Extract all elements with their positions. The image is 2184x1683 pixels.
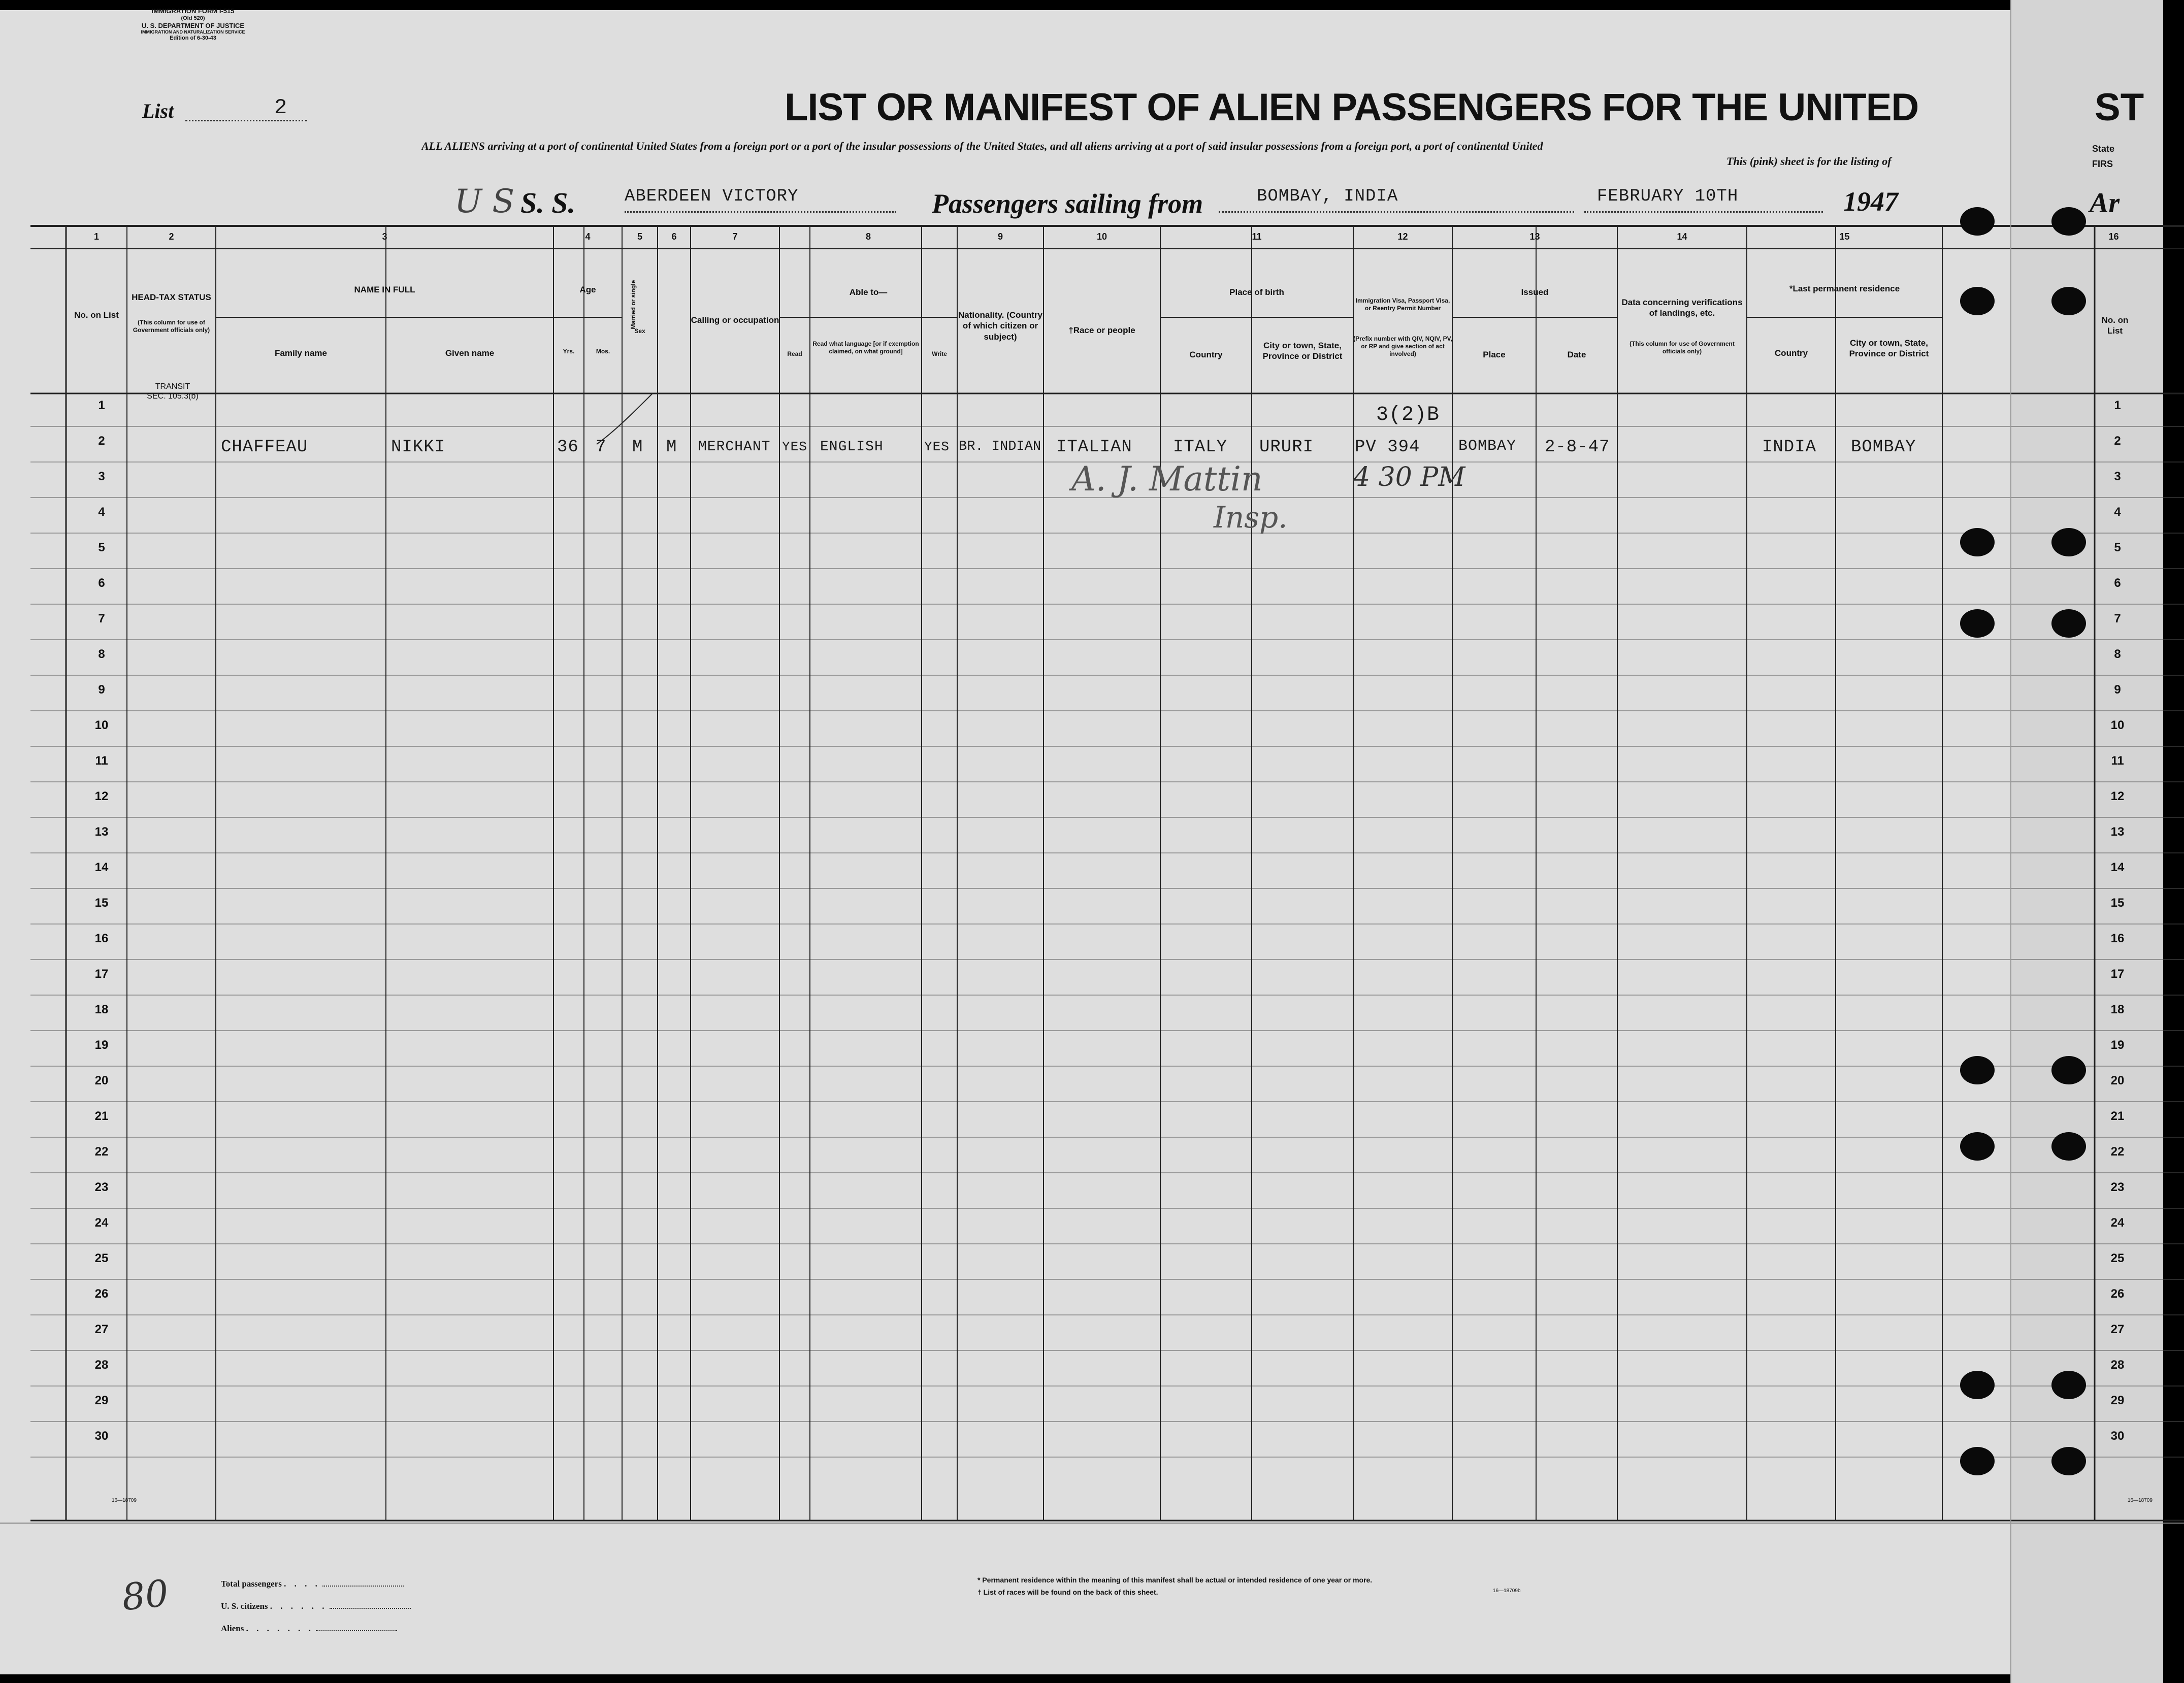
header-sex: Sex xyxy=(634,327,645,335)
header-head-tax-note: (This column for use of Government officials only) xyxy=(133,319,210,334)
header-place-of-birth: Place of birth xyxy=(1229,287,1284,297)
row-number-right: 30 xyxy=(2110,1429,2125,1443)
header-no-on-list-right: No. on List xyxy=(2101,315,2129,336)
column-number-9: 9 xyxy=(997,232,1003,242)
head-tax-section: SEC. 105.3(b) xyxy=(147,392,199,401)
row-number-left: 3 xyxy=(98,470,105,483)
issued-place: BOMBAY xyxy=(1458,438,1517,455)
row-number-left: 10 xyxy=(94,718,109,732)
row-number-left: 12 xyxy=(94,789,109,803)
row-number-right: 29 xyxy=(2110,1394,2125,1407)
header-name-in-full: NAME IN FULL xyxy=(354,285,415,294)
row-number-right: 17 xyxy=(2110,967,2125,981)
head-tax-status xyxy=(127,382,218,401)
sailing-year: 1947 xyxy=(1843,186,1898,217)
row-number-left: 24 xyxy=(94,1216,109,1230)
row-number-left: 27 xyxy=(94,1323,109,1336)
form-number: FORM I-515 xyxy=(198,7,235,15)
header-family-name: Family name xyxy=(275,348,327,358)
occupation: MERCHANT xyxy=(698,439,771,455)
row-number-left: 4 xyxy=(98,505,105,519)
column-number-2: 2 xyxy=(169,232,174,242)
row-number-left: 23 xyxy=(94,1180,109,1194)
row-number-right: 1 xyxy=(2114,399,2121,412)
residence-country: INDIA xyxy=(1762,438,1817,457)
punch-hole xyxy=(1960,287,1995,315)
header-write: Write xyxy=(932,350,947,357)
punch-hole xyxy=(1960,1056,1995,1084)
race: ITALIAN xyxy=(1056,438,1132,457)
column-number-11: 11 xyxy=(1252,232,1262,242)
header-residence-city: City or town, State, Province or District xyxy=(1849,338,1929,359)
column-number-3: 3 xyxy=(382,232,387,242)
can-write: YES xyxy=(924,439,950,454)
instruction-line-1: ALL ALIENS arriving at a port of continental United States from a foreign port or a port of the insular possessions of the United States, and all aliens arriving at a port of said insular possessions from a foreign port, a port of continental United xyxy=(421,140,1543,152)
footnotes xyxy=(977,1574,1372,1598)
header-age-months: Mos. xyxy=(596,348,610,355)
age-years: 36 xyxy=(557,438,579,457)
row-number-right: 19 xyxy=(2110,1038,2125,1052)
row-number-right: 28 xyxy=(2110,1358,2125,1372)
header-visa-note: (Prefix number with QIV, NQIV, PV, or RP and give section of act involved) xyxy=(1353,335,1452,357)
row-number-left: 20 xyxy=(94,1074,109,1087)
nationality: BR. INDIAN xyxy=(959,439,1041,454)
header-able-to: Able to— xyxy=(849,287,888,297)
row-number-left: 13 xyxy=(94,825,109,839)
row-number-right: 16 xyxy=(2110,932,2125,945)
header-head-tax: HEAD-TAX STATUS xyxy=(132,292,211,302)
row-number-right: 6 xyxy=(2114,576,2121,590)
visa-section: 3(2)B xyxy=(1376,404,1440,426)
us-citizens-label: U. S. citizens xyxy=(221,1601,268,1611)
given-name: NIKKI xyxy=(391,438,446,457)
header-no-on-list: No. on List xyxy=(74,310,119,320)
birth-country: ITALY xyxy=(1173,438,1228,457)
total-passengers-row: Total passengers . . . . xyxy=(221,1573,411,1595)
column-number-10: 10 xyxy=(1096,232,1107,242)
header-issued: Issued xyxy=(1521,287,1549,297)
row-number-right: 11 xyxy=(2111,754,2124,768)
header-visa: Immigration Visa, Passport Visa, or Reentry Permit Number xyxy=(1355,297,1450,312)
aliens-field xyxy=(316,1630,397,1631)
row-number-right: 4 xyxy=(2114,505,2121,519)
row-number-left: 15 xyxy=(94,896,109,910)
service: IMMIGRATION AND NATURALIZATION SERVICE xyxy=(141,29,245,35)
header-residence-country: Country xyxy=(1774,348,1808,358)
row-number-left: 2 xyxy=(98,434,105,448)
row-number-left: 1 xyxy=(98,399,105,412)
footnote-races: † List of races will be found on the back of this sheet. xyxy=(977,1588,1158,1596)
row-number-right: 27 xyxy=(2110,1323,2125,1336)
punch-hole xyxy=(2051,207,2086,236)
print-code-right: 16—18709 xyxy=(2128,1498,2153,1503)
row-number-right: 12 xyxy=(2110,789,2125,803)
column-number-14: 14 xyxy=(1677,232,1687,242)
header-verification: Data concerning verifications of landings, etc. xyxy=(1621,298,1743,318)
column-number-15: 15 xyxy=(1839,232,1850,242)
punch-hole xyxy=(1960,528,1995,556)
row-number-left: 11 xyxy=(95,754,108,768)
aliens-row: Aliens . . . . . . . xyxy=(221,1618,411,1640)
header-given-name: Given name xyxy=(445,348,495,358)
inspector-time: 4 30 PM xyxy=(1353,462,1465,492)
column-number-13: 13 xyxy=(1529,232,1540,242)
row-number-left: 17 xyxy=(94,967,109,981)
department: U. S. DEPARTMENT OF JUSTICE xyxy=(142,21,244,29)
visa-number: PV 394 xyxy=(1355,438,1420,457)
total-passengers-field xyxy=(322,1586,404,1587)
header-age: Age xyxy=(579,285,596,294)
header-read-language: Read what language [or if exemption claimed, on what ground] xyxy=(812,340,919,355)
row-number-left: 8 xyxy=(98,647,105,661)
age-months: 7 xyxy=(596,438,607,457)
punch-hole xyxy=(1960,1371,1995,1399)
inspector-title: Insp. xyxy=(1214,500,1288,535)
fragment-ar: Ar xyxy=(2090,187,2120,219)
row-number-right: 7 xyxy=(2114,612,2121,625)
row-number-left: 9 xyxy=(98,683,105,697)
row-number-left: 14 xyxy=(94,861,109,874)
footnote-residence: * Permanent residence within the meaning of this manifest shall be actual or intended residence of one year or more. xyxy=(977,1576,1373,1584)
vessel-prefix-hand: U S xyxy=(454,183,515,220)
edition: Edition of 6-30-43 xyxy=(170,35,216,42)
row-number-right: 23 xyxy=(2110,1180,2125,1194)
row-number-right: 26 xyxy=(2110,1287,2125,1301)
column-number-7: 7 xyxy=(732,232,738,242)
us-citizens-row: U. S. citizens . . . . . . xyxy=(221,1595,411,1618)
us-citizens-field xyxy=(330,1608,411,1609)
punch-hole xyxy=(2051,609,2086,638)
port: BOMBAY, INDIA xyxy=(1257,187,1398,206)
header-married-single: Married or single xyxy=(630,280,637,329)
fragment-state: State xyxy=(2092,144,2115,154)
column-number-4: 4 xyxy=(585,232,591,242)
punch-hole xyxy=(1960,207,1995,236)
row-number-right: 24 xyxy=(2110,1216,2125,1230)
old-number: (Old 520) xyxy=(181,15,205,21)
column-number-5: 5 xyxy=(637,232,642,242)
row-number-right: 21 xyxy=(2110,1109,2125,1123)
row-number-right: 15 xyxy=(2110,896,2125,910)
header-occupation: Calling or occupation xyxy=(691,315,779,325)
header-issued-date: Date xyxy=(1567,350,1586,359)
marital-status: M xyxy=(666,438,677,457)
row-number-right: 25 xyxy=(2110,1251,2125,1265)
sailing-label: Passengers sailing from xyxy=(932,188,1203,219)
footer-code: 16—18709b xyxy=(1493,1588,1521,1594)
row-number-left: 16 xyxy=(94,932,109,945)
header-read: Read xyxy=(787,350,802,357)
row-number-left: 19 xyxy=(94,1038,109,1052)
vessel-prefix: S. S. xyxy=(520,186,576,219)
row-number-right: 22 xyxy=(2110,1145,2125,1159)
page-title: LIST OR MANIFEST OF ALIEN PASSENGERS FOR THE UNITED xyxy=(785,86,1919,129)
issued-date: 2-8-47 xyxy=(1545,438,1610,457)
language: ENGLISH xyxy=(820,439,884,455)
age-check-stroke xyxy=(594,391,655,447)
punch-hole xyxy=(2051,528,2086,556)
header-age-years: Yrs. xyxy=(563,348,575,355)
sailing-date: FEBRUARY 10TH xyxy=(1597,187,1739,206)
struck-title: IMMIGRATION xyxy=(151,7,197,15)
row-number-right: 10 xyxy=(2110,718,2125,732)
punch-hole xyxy=(2051,1056,2086,1084)
fragment-first: FIRS xyxy=(2092,159,2113,169)
header-birth-country: Country xyxy=(1189,350,1223,359)
margin-note: 80 xyxy=(119,1571,171,1619)
row-number-left: 7 xyxy=(98,612,105,625)
column-number-6: 6 xyxy=(671,232,677,242)
row-number-right: 14 xyxy=(2110,861,2125,874)
row-number-right: 20 xyxy=(2110,1074,2125,1087)
residence-city: BOMBAY xyxy=(1851,438,1916,457)
header-nationality: Nationality. (Country of which citizen or subject) xyxy=(958,310,1042,342)
punch-hole xyxy=(1960,1132,1995,1161)
row-number-right: 2 xyxy=(2114,434,2121,448)
row-number-left: 29 xyxy=(94,1394,109,1407)
inspector-signature: A. J. Mattin xyxy=(1071,459,1263,499)
punch-hole xyxy=(2051,1447,2086,1475)
total-passengers-label: Total passengers xyxy=(221,1579,282,1589)
header-issued-place: Place xyxy=(1483,350,1506,359)
column-number-16: 16 xyxy=(2108,232,2119,242)
vessel-name: ABERDEEN VICTORY xyxy=(625,187,799,206)
column-number-12: 12 xyxy=(1397,232,1408,242)
row-number-right: 5 xyxy=(2114,541,2121,554)
row-number-left: 26 xyxy=(94,1287,109,1301)
row-number-left: 5 xyxy=(98,541,105,554)
sex: M xyxy=(632,438,643,457)
can-read: YES xyxy=(782,439,807,454)
head-tax-transit: TRANSIT xyxy=(155,382,190,391)
header-last-residence: *Last permanent residence xyxy=(1789,284,1900,293)
list-number: 2 xyxy=(274,95,288,120)
row-number-right: 3 xyxy=(2114,470,2121,483)
row-number-left: 30 xyxy=(94,1429,109,1443)
header-verification-note: (This column for use of Government officials only) xyxy=(1629,340,1735,355)
row-number-left: 18 xyxy=(94,1003,109,1016)
punch-hole xyxy=(2051,1371,2086,1399)
print-code-left: 16—18709 xyxy=(112,1498,137,1503)
punch-hole xyxy=(2051,1132,2086,1161)
punch-hole xyxy=(1960,609,1995,638)
column-number-8: 8 xyxy=(865,232,871,242)
row-number-right: 13 xyxy=(2110,825,2125,839)
row-number-left: 28 xyxy=(94,1358,109,1372)
row-number-left: 6 xyxy=(98,576,105,590)
punch-hole xyxy=(1960,1447,1995,1475)
row-number-right: 18 xyxy=(2110,1003,2125,1016)
row-number-left: 21 xyxy=(94,1109,109,1123)
family-name: CHAFFEAU xyxy=(221,438,308,457)
instruction-line-2: This (pink) sheet is for the listing of xyxy=(1726,155,1892,168)
aliens-label: Aliens xyxy=(221,1624,244,1633)
title-continuation: ST xyxy=(2095,86,2144,129)
header-race: †Race or people xyxy=(1068,325,1135,335)
row-number-left: 25 xyxy=(94,1251,109,1265)
row-number-left: 22 xyxy=(94,1145,109,1159)
column-number-1: 1 xyxy=(93,232,99,242)
header-birth-city: City or town, State, Province or District xyxy=(1262,341,1343,361)
punch-hole xyxy=(2051,287,2086,315)
birth-city: URURI xyxy=(1259,438,1314,457)
row-number-right: 9 xyxy=(2114,683,2121,697)
totals-block xyxy=(221,1573,411,1640)
list-label: List xyxy=(142,100,174,122)
row-number-right: 8 xyxy=(2114,647,2121,661)
